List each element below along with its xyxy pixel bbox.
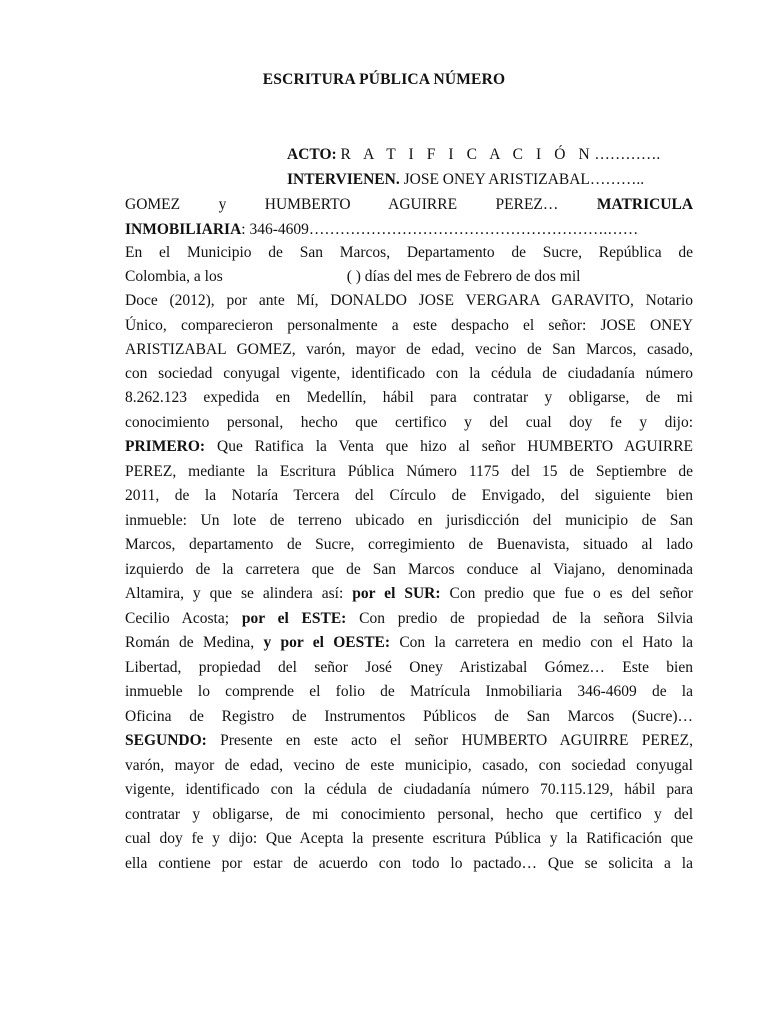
acto-value: R A T I F I C A C I Ó N [340,146,595,163]
body-line-11: 8.262.123 expedida en Medellín, hábil para contratar y obligarse, de mi [125,389,693,406]
document-title: ESCRITURA PÚBLICA NÚMERO [262,71,506,88]
oeste-line [125,631,693,655]
acto-label: ACTO: [287,146,337,163]
intervienen-value: JOSE ONEY ARISTIZABAL……….. [403,171,645,188]
este-line [125,607,693,631]
body-line-22: Libertad, propiedad del señor José Oney Aristizabal Gómez… Este bien [125,659,693,676]
body-line-15: 2011, de la Notaría Tercera del Círculo de Envigado, del siguiente bien [125,487,693,504]
matricula-label: MATRICULA [596,196,693,213]
body-line-12: conocimiento personal, hecho que certifico y del cual doy fe y dijo: [125,414,693,431]
body-line-10: con sociedad conyugal vigente, identificado con la cédula de ciudadanía número [125,365,693,382]
sur-text: Con predio que fue o es del señor [449,585,693,602]
body-line-17: Marcos, departamento de Sucre, corregimiento de Buenavista, situado al lado [125,536,693,553]
oeste-label: y por el OESTE: [263,634,391,651]
oeste-text: Con la carretera en medio con el Hato la [399,634,693,651]
date-prefix: Colombia, a los [125,268,223,285]
acto-dots: …………. [594,146,661,163]
acto-line [287,143,707,167]
primero-line [125,435,693,459]
primero-text: Que Ratifica la Venta que hizo al señor HUMBERTO AGUIRRE [217,438,693,455]
parties-line [125,193,693,217]
segundo-line [125,729,693,753]
body-line-8: Único, comparecieron personalmente a este despacho el señor: JOSE ONEY [125,317,693,334]
intervienen-line [287,168,707,192]
body-line-7: Doce (2012), por ante Mí, DONALDO JOSE VERGARA GARAVITO, Notario [125,292,693,309]
body-line-30: ella contiene por estar de acuerdo con todo lo pactado… Que se solicita a la [125,855,693,872]
primero-label: PRIMERO: [125,438,206,455]
este-label: por el ESTE: [241,610,347,627]
inmobiliaria-label: INMOBILIARIA [125,221,242,238]
sur-line [125,582,693,606]
segundo-label: SEGUNDO: [125,732,207,749]
body-line-6 [125,265,693,289]
sur-label: por el SUR: [352,585,441,602]
matricula-number: : 346-4609………………………………………………….…… [241,221,639,238]
body-line-26: varón, mayor de edad, vecino de este municipio, casado, con sociedad conyugal [125,757,693,774]
sur-prefix: Altamira, y que se alindera así: [125,585,344,602]
este-prefix: Cecilio Acosta; [125,610,230,627]
body-line-9: ARISTIZABAL GOMEZ, varón, mayor de edad, vecino de San Marcos, casado, [125,341,693,358]
body-line-29: cual doy fe y dijo: Que Acepta la presente escritura Pública y la Ratificación que [125,830,693,847]
matricula-line [125,218,693,242]
segundo-text: Presente en este acto el señor HUMBERTO AGUIRRE PEREZ, [220,732,693,749]
body-line-28: contratar y obligarse, de mi conocimiento personal, hecho que certifico y del [125,806,693,823]
body-line-14: PEREZ, mediante la Escritura Pública Número 1175 del 15 de Septiembre de [125,463,693,480]
body-line-18: izquierdo de la carretera que de San Marcos conduce al Viajano, denominada [125,561,693,578]
este-text: Con predio de propiedad de la señora Silvia [359,610,693,627]
oeste-prefix: Román de Medina, [125,634,255,651]
body-line-16: inmueble: Un lote de terreno ubicado en jurisdicción del municipio de San [125,512,693,529]
body-line-27: vigente, identificado con la cédula de ciudadanía número 70.115.129, hábil para [125,781,693,798]
body-line-23: inmueble lo comprende el folio de Matrícula Inmobiliaria 346-4609 de la [125,683,693,700]
body-line-5: En el Municipio de San Marcos, Departamento de Sucre, República de [125,244,693,261]
intervienen-label: INTERVIENEN. [287,171,400,188]
body-line-24: Oficina de Registro de Instrumentos Públicos de San Marcos (Sucre)… [125,708,693,725]
parties-text: GOMEZ y HUMBERTO AGUIRRE PEREZ… [125,196,559,213]
date-blank-text: ( ) días del mes de Febrero de dos mil [346,268,581,285]
